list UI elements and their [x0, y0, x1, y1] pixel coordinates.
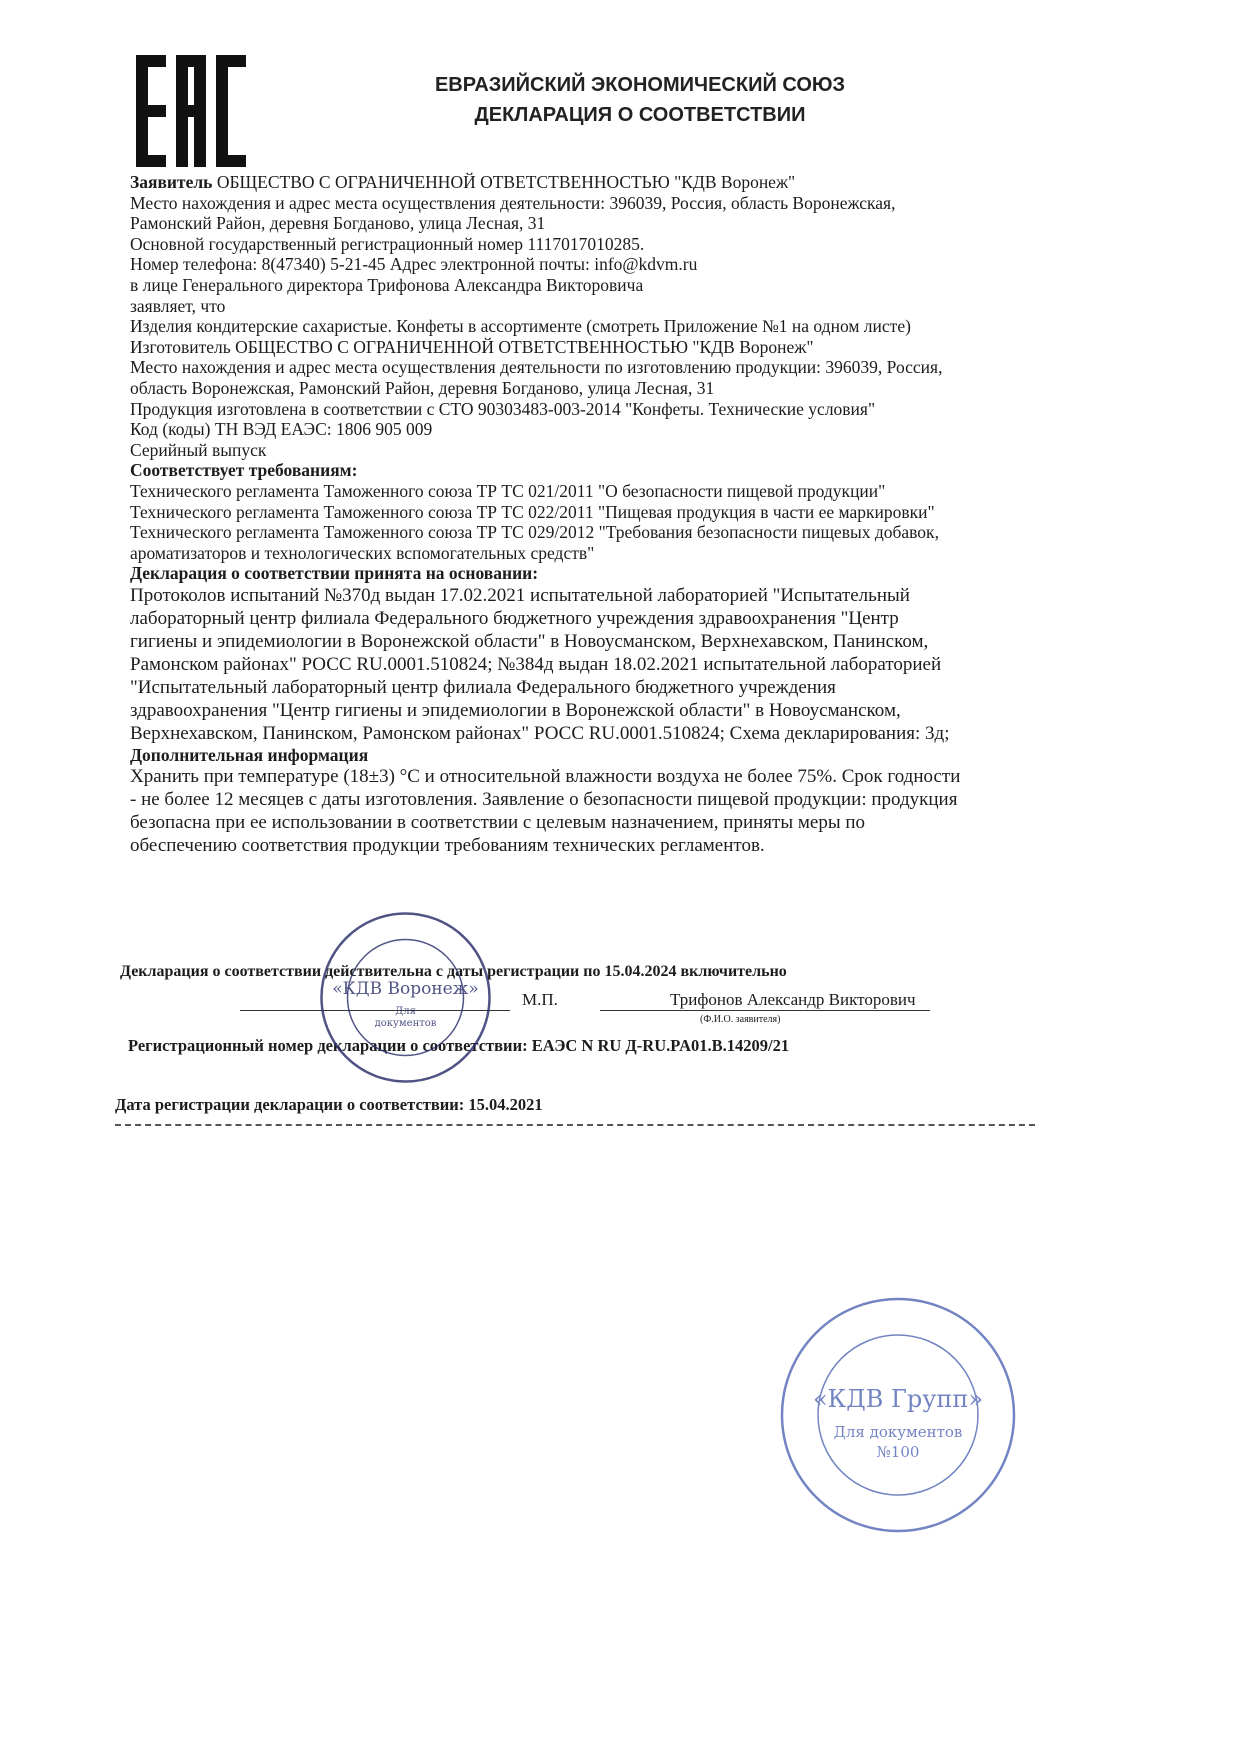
basis-label: Декларация о соответствии принята на основании: — [130, 563, 539, 584]
serial-release: Серийный выпуск — [130, 439, 267, 460]
ogrn: Основной государственный регистрационный номер 1117017010285. — [130, 233, 645, 254]
signer-name: Трифонов Александр Викторович — [670, 990, 916, 1009]
basis-line-7: Верхнехавском, Панинском, Рамонском районах" РОСС RU.0001.510824; Схема декларирования: 3д; — [130, 722, 950, 744]
basis-line-4: Рамонском районах" РОСС RU.0001.510824; №384д выдан 18.02.2021 испытательной лабораторией — [130, 653, 942, 675]
declares: заявляет, что — [130, 295, 226, 316]
requirement-3b: ароматизаторов и технологических вспомогательных средств" — [130, 542, 595, 563]
requirement-3a: Технического регламента Таможенного союза ТР ТС 029/2012 "Требования безопасности пищевых добавок, — [130, 522, 939, 543]
representative: в лице Генерального директора Трифонова Александра Викторовича — [130, 274, 644, 295]
applicant-line — [130, 172, 1050, 193]
manufacturer-address-1: Место нахождения и адрес места осуществления деятельности по изготовлению продукции: 396039, Россия, — [130, 357, 943, 378]
extra-info-label: Дополнительная информация — [130, 744, 369, 765]
stamp-kdv-grupp — [778, 1295, 1018, 1535]
extra-line-4: обеспечению соответствия продукции требованиям технических регламентов. — [130, 835, 765, 857]
manufacturer-address-2: область Воронежская, Рамонский Район, деревня Богданово, улица Лесная, 31 — [130, 377, 715, 398]
document-header — [360, 70, 920, 130]
applicant-address-1: Место нахождения и адрес места осуществления деятельности: 396039, Россия, область Воронежская, — [130, 192, 896, 213]
validity-statement: Декларация о соответствии действительна с даты регистрации по 15.04.2024 включительно — [120, 963, 787, 980]
basis-line-6: здравоохранения "Центр гигиены и эпидемиологии в Воронежской области" в Новоусманском, — [130, 699, 901, 721]
requirements-label: Соответствует требованиям: — [130, 460, 358, 481]
seal-place-label: М.П. — [522, 990, 558, 1009]
stamp-grupp-line-1: Для документов — [833, 1423, 963, 1441]
stamp-voronezh-line-1: Для — [395, 1006, 416, 1017]
declaration-title: ДЕКЛАРАЦИЯ О СООТВЕТСТВИИ — [474, 104, 806, 126]
name-line — [600, 1010, 930, 1011]
requirement-1: Технического регламента Таможенного союза ТР ТС 021/2011 "О безопасности пищевой продукции" — [130, 480, 886, 501]
stamp-kdv-voronezh — [318, 910, 493, 1085]
product: Изделия кондитерские сахаристые. Конфеты в ассортименте (смотреть Приложение №1 на одном листе) — [130, 316, 911, 337]
signer-caption: (Ф.И.О. заявителя) — [700, 1014, 781, 1025]
extra-line-3: безопасна при ее использовании в соответствии с целевым назначением, приняты меры по — [130, 812, 865, 834]
stamp-grupp-center: «КДВ Групп» — [812, 1385, 984, 1413]
registration-date: Дата регистрации декларации о соответствии: 15.04.2021 — [115, 1095, 543, 1114]
applicant-name: ОБЩЕСТВО С ОГРАНИЧЕННОЙ ОТВЕТСТВЕННОСТЬЮ "КДВ Воронеж" — [212, 172, 796, 192]
applicant-address-2: Рамонский Район, деревня Богданово, улица Лесная, 31 — [130, 213, 546, 234]
stamp-grupp-line-2: №100 — [876, 1443, 920, 1461]
extra-line-2: - не более 12 месяцев с даты изготовления. Заявление о безопасности пищевой продукции: продукция — [130, 789, 958, 811]
manufacturer: Изготовитель ОБЩЕСТВО С ОГРАНИЧЕННОЙ ОТВЕТСТВЕННОСТЬЮ "КДВ Воронеж" — [130, 336, 814, 357]
divider — [115, 1124, 1035, 1126]
declaration-body — [130, 172, 1050, 857]
stamp-voronezh-line-2: документов — [374, 1018, 437, 1029]
requirement-2: Технического регламента Таможенного союза ТР ТС 022/2011 "Пищевая продукция в части ее маркировки" — [130, 501, 935, 522]
registration-number: Регистрационный номер декларации о соответствии: ЕАЭС N RU Д-RU.PA01.B.14209/21 — [128, 1036, 790, 1055]
basis-line-2: лабораторный центр филиала Федерального бюджетного учреждения здравоохранения "Центр — [130, 607, 899, 629]
basis-line-3: гигиены и эпидемиологии в Воронежской области" в Новоусманском, Верхнехавском, Панинском, — [130, 630, 929, 652]
contacts: Номер телефона: 8(47340) 5-21-45 Адрес электронной почты: info@kdvm.ru — [130, 254, 698, 275]
eac-mark-icon — [136, 55, 246, 167]
tn-ved-code: Код (коды) ТН ВЭД ЕАЭС: 1806 905 009 — [130, 419, 433, 440]
stamp-voronezh-center: «КДВ Воронеж» — [332, 979, 479, 999]
applicant-label: Заявитель — [130, 172, 213, 192]
basis-line-5: "Испытательный лабораторный центр филиала Федерального бюджетного учреждения — [130, 676, 836, 698]
extra-line-1: Хранить при температуре (18±3) °С и относительной влажности воздуха не более 75%. Срок годности — [130, 766, 961, 788]
basis-line-1: Протоколов испытаний №370д выдан 17.02.2021 испытательной лабораторией "Испытательный — [130, 584, 910, 606]
union-title: ЕВРАЗИЙСКИЙ ЭКОНОМИЧЕСКИЙ СОЮЗ — [434, 74, 846, 96]
standard: Продукция изготовлена в соответствии с СТО 90303483-003-2014 "Конфеты. Технические условия" — [130, 398, 876, 419]
